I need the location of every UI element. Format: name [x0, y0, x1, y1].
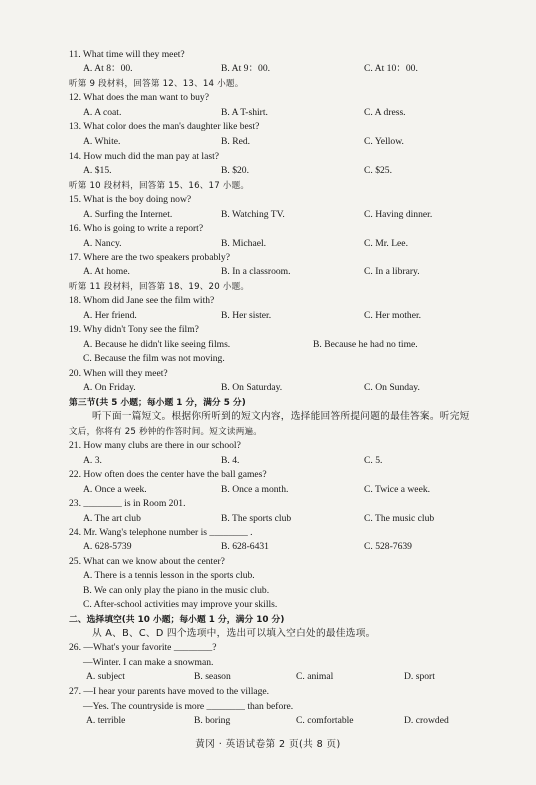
option-text: —Yes. The countryside is more ________ than before.: [83, 701, 294, 712]
question-line: [0, 526, 536, 540]
section-title: 二、选择填空(共 10 小题；每小题 1 分，满分 10 分): [69, 615, 285, 625]
option-a: A. On Friday.: [83, 382, 136, 393]
question-text: 26. —What's your favorite ________?: [69, 642, 217, 653]
option-d: D. sport: [404, 671, 435, 682]
question-line: [0, 367, 536, 381]
option-text: C. Because the film was not moving.: [83, 353, 225, 364]
option-a: A. terrible: [86, 715, 126, 726]
question-line: [0, 222, 536, 236]
options-row: [0, 540, 536, 554]
options-row: [0, 338, 536, 352]
options-row: [0, 670, 536, 684]
option-a: A. White.: [83, 136, 121, 147]
option-text: —Winter. I can make a snowman.: [83, 657, 214, 668]
option-a: A. 628-5739: [83, 541, 132, 552]
option-line: [0, 352, 536, 366]
option-d: D. crowded: [404, 715, 449, 726]
option-c: C. Twice a week.: [364, 484, 431, 495]
question-line: [0, 120, 536, 134]
section-title: 第三节(共 5 小题；每小题 1 分，满分 5 分): [69, 398, 246, 408]
question-line: [0, 685, 536, 699]
question-line: [0, 251, 536, 265]
option-c: C. On Sunday.: [364, 382, 420, 393]
options-row: [0, 135, 536, 149]
option-b: B. $20.: [221, 165, 249, 176]
option-b: B. A T-shirt.: [221, 107, 268, 118]
question-text: 23. ________ is in Room 201.: [69, 498, 186, 509]
options-row: [0, 454, 536, 468]
question-text: 24. Mr. Wang's telephone number is ________ .: [69, 527, 253, 538]
question-line: [0, 555, 536, 569]
question-line: [0, 439, 536, 453]
option-b: B. 4.: [221, 455, 240, 466]
option-a: A. At home.: [83, 266, 130, 277]
option-c: C. comfortable: [296, 715, 354, 726]
question-text: 22. How often does the center have the ball games?: [69, 469, 267, 480]
question-text: 19. Why didn't Tony see the film?: [69, 324, 199, 335]
option-a: A. A coat.: [83, 107, 122, 118]
options-row: [0, 237, 536, 251]
option-b: B. Michael.: [221, 238, 267, 249]
option-b: B. In a classroom.: [221, 266, 291, 277]
instruction-line: [0, 425, 536, 439]
option-text: B. We can only play the piano in the music club.: [83, 585, 270, 596]
option-c: C. In a library.: [364, 266, 420, 277]
options-row: [0, 106, 536, 120]
option-line: [0, 598, 536, 612]
option-text: A. There is a tennis lesson in the sports club.: [83, 570, 255, 581]
option-b: B. 628-6431: [221, 541, 269, 552]
question-line: [0, 48, 536, 62]
instruction-text: 听下面一篇短文。根据你所听到的短文内容，选择能回答所提问题的最佳答案。听完短: [92, 411, 470, 422]
question-text: 11. What time will they meet?: [69, 49, 185, 60]
option-b: B. The sports club: [221, 513, 292, 524]
option-c: C. 528-7639: [364, 541, 412, 552]
instruction-text: 文后，你将有 25 秒钟的作答时间。短文读两遍。: [69, 427, 263, 437]
option-a: A. Her friend.: [83, 310, 137, 321]
question-text: 21. How many clubs are there in our school?: [69, 440, 241, 451]
question-line: [0, 497, 536, 511]
question-text: 20. When will they meet?: [69, 368, 168, 379]
section-heading: [0, 396, 536, 410]
question-line: [0, 323, 536, 337]
option-c: C. Mr. Lee.: [364, 238, 408, 249]
option-c: C. 5.: [364, 455, 383, 466]
question-line: [0, 641, 536, 655]
option-c: C. animal: [296, 671, 334, 682]
option-line: [0, 569, 536, 583]
question-text: 15. What is the boy doing now?: [69, 194, 192, 205]
options-row: [0, 164, 536, 178]
option-line: [0, 584, 536, 598]
instruction-line: [0, 77, 536, 91]
question-text: 17. Where are the two speakers probably?: [69, 252, 230, 263]
instruction-line: [0, 280, 536, 294]
option-a: A. At 8：00.: [83, 63, 133, 74]
option-b: B. boring: [194, 715, 231, 726]
options-row: [0, 483, 536, 497]
option-a: A. The art club: [83, 513, 141, 524]
options-row: [0, 62, 536, 76]
option-b: B. On Saturday.: [221, 382, 283, 393]
instruction-line: [0, 179, 536, 193]
option-a: A. $15.: [83, 165, 112, 176]
option-line: [0, 656, 536, 670]
instruction-text: 听第 9 段材料，回答第 12、13、14 小题。: [69, 79, 244, 89]
option-c: C. A dress.: [364, 107, 406, 118]
option-a: A. Nancy.: [83, 238, 122, 249]
option-c: C. Her mother.: [364, 310, 422, 321]
option-c: C. Having dinner.: [364, 209, 433, 220]
option-a: A. 3.: [83, 455, 102, 466]
option-a: A. Surfing the Internet.: [83, 209, 173, 220]
option-b: B. Watching TV.: [221, 209, 285, 220]
options-row: [0, 381, 536, 395]
option-a: A. subject: [86, 671, 125, 682]
options-row: [0, 208, 536, 222]
option-b: B. Once a month.: [221, 484, 289, 495]
options-row: [0, 309, 536, 323]
question-line: [0, 193, 536, 207]
option-a: A. Because he didn't like seeing films.: [83, 339, 231, 350]
question-text: 16. Who is going to write a report?: [69, 223, 204, 234]
option-b: B. Her sister.: [221, 310, 272, 321]
section-heading: [0, 613, 536, 627]
option-c: C. Yellow.: [364, 136, 404, 147]
option-c: C. At 10：00.: [364, 63, 418, 74]
question-line: [0, 294, 536, 308]
option-c: C. The music club: [364, 513, 435, 524]
option-b: B. Because he had no time.: [313, 339, 418, 350]
option-b: B. Red.: [221, 136, 251, 147]
question-text: 14. How much did the man pay at last?: [69, 151, 220, 162]
question-text: 27. —I hear your parents have moved to the village.: [69, 686, 270, 697]
instruction-text: 从 A、B、C、D 四个选项中，选出可以填入空白处的最佳选项。: [92, 628, 376, 639]
question-text: 13. What color does the man's daughter like best?: [69, 121, 260, 132]
question-line: [0, 150, 536, 164]
question-text: 18. Whom did Jane see the film with?: [69, 295, 215, 306]
question-line: [0, 468, 536, 482]
option-line: [0, 700, 536, 714]
question-line: [0, 91, 536, 105]
instruction-text: 听第 10 段材料，回答第 15、16、17 小题。: [69, 181, 250, 191]
options-row: [0, 714, 536, 728]
instruction-line: [0, 410, 536, 424]
instruction-text: 听第 11 段材料，回答第 18、19、20 小题。: [69, 282, 250, 292]
option-c: C. $25.: [364, 165, 392, 176]
page-footer: 黄冈 · 英语试卷第 2 页(共 8 页): [195, 739, 341, 750]
option-a: A. Once a week.: [83, 484, 147, 495]
option-b: B. season: [194, 671, 231, 682]
option-text: C. After-school activities may improve your skills.: [83, 599, 278, 610]
options-row: [0, 512, 536, 526]
option-b: B. At 9：00.: [221, 63, 271, 74]
options-row: [0, 265, 536, 279]
instruction-line: [0, 627, 536, 641]
question-text: 25. What can we know about the center?: [69, 556, 225, 567]
question-text: 12. What does the man want to buy?: [69, 92, 209, 103]
